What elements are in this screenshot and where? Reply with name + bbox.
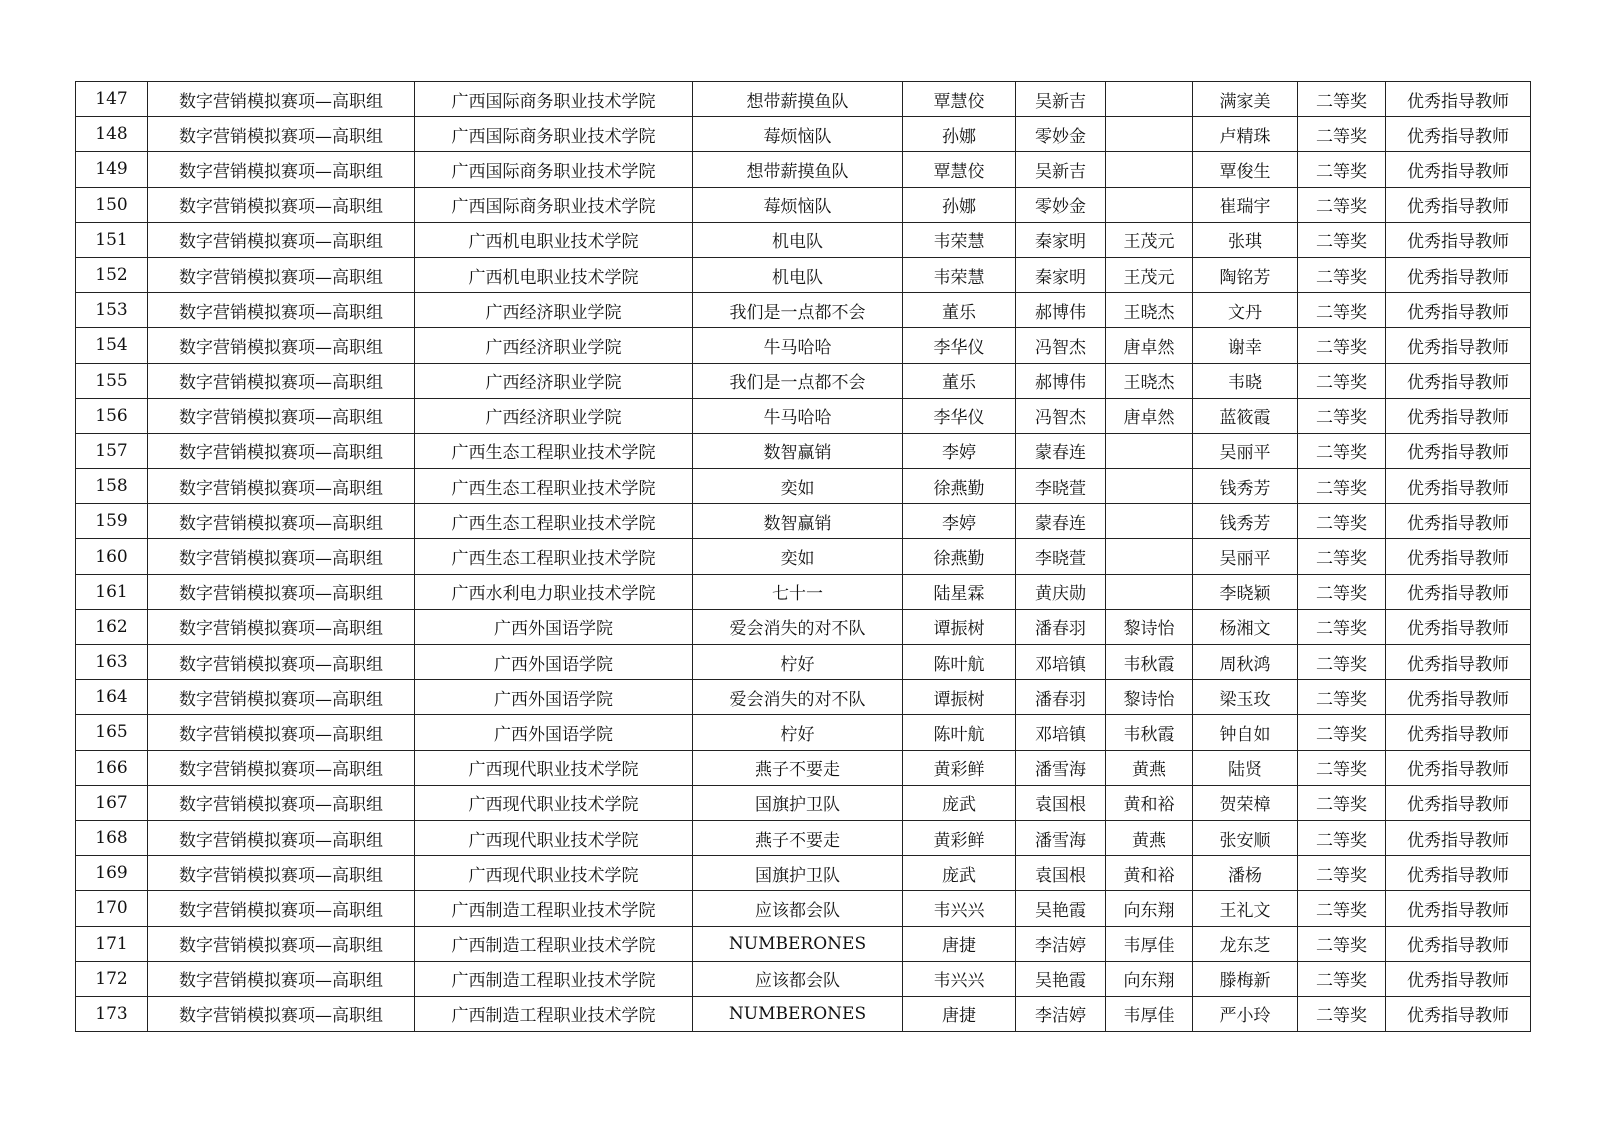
cell-event: 数字营销模拟赛项—高职组 <box>148 222 415 257</box>
cell-school: 广西现代职业技术学院 <box>415 820 693 855</box>
cell-member-3: 韦厚佳 <box>1106 926 1193 961</box>
cell-award: 二等奖 <box>1298 891 1386 926</box>
cell-award: 二等奖 <box>1298 996 1386 1031</box>
cell-school: 广西经济职业学院 <box>415 363 693 398</box>
cell-team: 爱会消失的对不队 <box>693 680 903 715</box>
cell-event: 数字营销模拟赛项—高职组 <box>148 117 415 152</box>
cell-team: 牛马哈哈 <box>693 328 903 363</box>
cell-instructor: 卢精珠 <box>1193 117 1298 152</box>
cell-member-2: 潘春羽 <box>1016 680 1106 715</box>
cell-school: 广西经济职业学院 <box>415 293 693 328</box>
cell-event: 数字营销模拟赛项—高职组 <box>148 856 415 891</box>
table-row <box>76 645 1531 680</box>
cell-instructor: 钱秀芳 <box>1193 469 1298 504</box>
cell-instructor: 崔瑞宇 <box>1193 187 1298 222</box>
cell-teacher-honor: 优秀指导教师 <box>1386 293 1531 328</box>
cell-member-2: 秦家明 <box>1016 222 1106 257</box>
cell-instructor: 潘杨 <box>1193 856 1298 891</box>
cell-school: 广西经济职业学院 <box>415 398 693 433</box>
table-body <box>76 82 1531 1032</box>
cell-number: 153 <box>76 293 148 328</box>
cell-member-3: 黎诗怡 <box>1106 609 1193 644</box>
cell-member-3: 黎诗怡 <box>1106 680 1193 715</box>
cell-instructor: 钟自如 <box>1193 715 1298 750</box>
cell-instructor: 陶铭芳 <box>1193 257 1298 292</box>
cell-member-1: 唐捷 <box>903 926 1016 961</box>
cell-event: 数字营销模拟赛项—高职组 <box>148 820 415 855</box>
cell-award: 二等奖 <box>1298 222 1386 257</box>
cell-member-1: 覃慧佼 <box>903 152 1016 187</box>
cell-award: 二等奖 <box>1298 961 1386 996</box>
cell-instructor: 谢幸 <box>1193 328 1298 363</box>
cell-member-3 <box>1106 469 1193 504</box>
cell-member-3: 向东翔 <box>1106 961 1193 996</box>
cell-team: 想带薪摸鱼队 <box>693 82 903 117</box>
cell-member-3: 黄和裕 <box>1106 856 1193 891</box>
cell-school: 广西机电职业技术学院 <box>415 222 693 257</box>
cell-award: 二等奖 <box>1298 750 1386 785</box>
cell-teacher-honor: 优秀指导教师 <box>1386 363 1531 398</box>
cell-member-1: 韦兴兴 <box>903 961 1016 996</box>
cell-teacher-honor: 优秀指导教师 <box>1386 257 1531 292</box>
cell-teacher-honor: 优秀指导教师 <box>1386 856 1531 891</box>
table-row <box>76 680 1531 715</box>
cell-number: 171 <box>76 926 148 961</box>
cell-number: 169 <box>76 856 148 891</box>
cell-event: 数字营销模拟赛项—高职组 <box>148 257 415 292</box>
cell-member-2: 郝博伟 <box>1016 293 1106 328</box>
cell-teacher-honor: 优秀指导教师 <box>1386 926 1531 961</box>
cell-member-2: 李洁婷 <box>1016 926 1106 961</box>
cell-number: 155 <box>76 363 148 398</box>
cell-teacher-honor: 优秀指导教师 <box>1386 961 1531 996</box>
cell-member-1: 李华仪 <box>903 398 1016 433</box>
cell-school: 广西外国语学院 <box>415 680 693 715</box>
cell-member-3: 王晓杰 <box>1106 363 1193 398</box>
cell-member-1: 陆星霖 <box>903 574 1016 609</box>
cell-teacher-honor: 优秀指导教师 <box>1386 574 1531 609</box>
cell-award: 二等奖 <box>1298 433 1386 468</box>
table-row <box>76 574 1531 609</box>
cell-instructor: 贺荣樟 <box>1193 785 1298 820</box>
cell-member-2: 冯智杰 <box>1016 328 1106 363</box>
cell-member-3 <box>1106 152 1193 187</box>
cell-member-2: 袁国根 <box>1016 785 1106 820</box>
cell-member-3: 韦秋霞 <box>1106 715 1193 750</box>
cell-team: NUMBERONES <box>693 926 903 961</box>
table-row <box>76 363 1531 398</box>
cell-instructor: 梁玉玫 <box>1193 680 1298 715</box>
cell-member-3 <box>1106 117 1193 152</box>
cell-event: 数字营销模拟赛项—高职组 <box>148 680 415 715</box>
cell-event: 数字营销模拟赛项—高职组 <box>148 750 415 785</box>
cell-team: 应该都会队 <box>693 891 903 926</box>
cell-member-3 <box>1106 504 1193 539</box>
cell-member-1: 韦荣慧 <box>903 222 1016 257</box>
cell-member-2: 零妙金 <box>1016 117 1106 152</box>
cell-member-1: 陈叶航 <box>903 645 1016 680</box>
cell-member-3: 王茂元 <box>1106 257 1193 292</box>
table-row <box>76 328 1531 363</box>
table-row <box>76 820 1531 855</box>
cell-event: 数字营销模拟赛项—高职组 <box>148 926 415 961</box>
table-row <box>76 926 1531 961</box>
cell-member-3: 黄和裕 <box>1106 785 1193 820</box>
cell-instructor: 龙东芝 <box>1193 926 1298 961</box>
table-row <box>76 293 1531 328</box>
cell-school: 广西制造工程职业技术学院 <box>415 926 693 961</box>
cell-instructor: 韦晓 <box>1193 363 1298 398</box>
cell-event: 数字营销模拟赛项—高职组 <box>148 398 415 433</box>
cell-instructor: 王礼文 <box>1193 891 1298 926</box>
cell-event: 数字营销模拟赛项—高职组 <box>148 891 415 926</box>
table-row <box>76 433 1531 468</box>
cell-event: 数字营销模拟赛项—高职组 <box>148 469 415 504</box>
cell-teacher-honor: 优秀指导教师 <box>1386 398 1531 433</box>
cell-award: 二等奖 <box>1298 504 1386 539</box>
cell-school: 广西制造工程职业技术学院 <box>415 961 693 996</box>
cell-member-1: 韦荣慧 <box>903 257 1016 292</box>
cell-event: 数字营销模拟赛项—高职组 <box>148 539 415 574</box>
cell-number: 163 <box>76 645 148 680</box>
cell-number: 154 <box>76 328 148 363</box>
cell-instructor: 吴丽平 <box>1193 539 1298 574</box>
cell-member-2: 蒙春连 <box>1016 504 1106 539</box>
cell-event: 数字营销模拟赛项—高职组 <box>148 363 415 398</box>
cell-instructor: 满家美 <box>1193 82 1298 117</box>
cell-school: 广西国际商务职业技术学院 <box>415 82 693 117</box>
cell-number: 147 <box>76 82 148 117</box>
cell-school: 广西国际商务职业技术学院 <box>415 187 693 222</box>
cell-team: NUMBERONES <box>693 996 903 1031</box>
cell-teacher-honor: 优秀指导教师 <box>1386 82 1531 117</box>
table-row <box>76 82 1531 117</box>
table-row <box>76 715 1531 750</box>
table-row <box>76 398 1531 433</box>
cell-teacher-honor: 优秀指导教师 <box>1386 996 1531 1031</box>
cell-award: 二等奖 <box>1298 152 1386 187</box>
table-row <box>76 117 1531 152</box>
cell-instructor: 李晓颖 <box>1193 574 1298 609</box>
cell-member-1: 李华仪 <box>903 328 1016 363</box>
cell-event: 数字营销模拟赛项—高职组 <box>148 82 415 117</box>
cell-school: 广西机电职业技术学院 <box>415 257 693 292</box>
cell-member-3 <box>1106 433 1193 468</box>
table-row <box>76 785 1531 820</box>
cell-member-1: 韦兴兴 <box>903 891 1016 926</box>
cell-award: 二等奖 <box>1298 926 1386 961</box>
cell-member-1: 庞武 <box>903 856 1016 891</box>
cell-member-2: 潘雪海 <box>1016 750 1106 785</box>
cell-member-3: 唐卓然 <box>1106 398 1193 433</box>
cell-school: 广西现代职业技术学院 <box>415 750 693 785</box>
cell-school: 广西外国语学院 <box>415 645 693 680</box>
table-row <box>76 609 1531 644</box>
cell-member-3: 韦厚佳 <box>1106 996 1193 1031</box>
cell-teacher-honor: 优秀指导教师 <box>1386 187 1531 222</box>
table-row <box>76 222 1531 257</box>
cell-award: 二等奖 <box>1298 645 1386 680</box>
cell-number: 150 <box>76 187 148 222</box>
cell-award: 二等奖 <box>1298 715 1386 750</box>
cell-number: 157 <box>76 433 148 468</box>
cell-member-2: 吴艳霞 <box>1016 961 1106 996</box>
cell-event: 数字营销模拟赛项—高职组 <box>148 504 415 539</box>
cell-school: 广西经济职业学院 <box>415 328 693 363</box>
cell-teacher-honor: 优秀指导教师 <box>1386 609 1531 644</box>
cell-member-2: 吴新吉 <box>1016 82 1106 117</box>
cell-member-1: 董乐 <box>903 363 1016 398</box>
cell-number: 162 <box>76 609 148 644</box>
cell-member-2: 潘雪海 <box>1016 820 1106 855</box>
cell-number: 161 <box>76 574 148 609</box>
cell-member-3: 王晓杰 <box>1106 293 1193 328</box>
cell-award: 二等奖 <box>1298 680 1386 715</box>
cell-member-3 <box>1106 539 1193 574</box>
cell-member-1: 孙娜 <box>903 187 1016 222</box>
cell-number: 168 <box>76 820 148 855</box>
cell-number: 170 <box>76 891 148 926</box>
cell-member-3: 向东翔 <box>1106 891 1193 926</box>
cell-award: 二等奖 <box>1298 82 1386 117</box>
cell-team: 莓烦恼队 <box>693 187 903 222</box>
cell-number: 164 <box>76 680 148 715</box>
cell-number: 172 <box>76 961 148 996</box>
cell-instructor: 张安顺 <box>1193 820 1298 855</box>
cell-instructor: 周秋鸿 <box>1193 645 1298 680</box>
cell-award: 二等奖 <box>1298 257 1386 292</box>
cell-school: 广西水利电力职业技术学院 <box>415 574 693 609</box>
cell-number: 156 <box>76 398 148 433</box>
cell-number: 167 <box>76 785 148 820</box>
cell-teacher-honor: 优秀指导教师 <box>1386 469 1531 504</box>
cell-member-1: 庞武 <box>903 785 1016 820</box>
cell-number: 152 <box>76 257 148 292</box>
table-row <box>76 469 1531 504</box>
cell-teacher-honor: 优秀指导教师 <box>1386 750 1531 785</box>
cell-school: 广西国际商务职业技术学院 <box>415 152 693 187</box>
table-row <box>76 961 1531 996</box>
cell-event: 数字营销模拟赛项—高职组 <box>148 187 415 222</box>
cell-number: 151 <box>76 222 148 257</box>
cell-teacher-honor: 优秀指导教师 <box>1386 433 1531 468</box>
cell-team: 机电队 <box>693 222 903 257</box>
table-row <box>76 257 1531 292</box>
cell-award: 二等奖 <box>1298 363 1386 398</box>
cell-school: 广西现代职业技术学院 <box>415 856 693 891</box>
cell-event: 数字营销模拟赛项—高职组 <box>148 996 415 1031</box>
cell-member-3 <box>1106 187 1193 222</box>
table-row <box>76 891 1531 926</box>
cell-award: 二等奖 <box>1298 398 1386 433</box>
cell-award: 二等奖 <box>1298 574 1386 609</box>
cell-member-1: 李婷 <box>903 504 1016 539</box>
cell-member-2: 冯智杰 <box>1016 398 1106 433</box>
cell-number: 160 <box>76 539 148 574</box>
cell-number: 166 <box>76 750 148 785</box>
cell-member-3: 黄燕 <box>1106 750 1193 785</box>
cell-teacher-honor: 优秀指导教师 <box>1386 504 1531 539</box>
cell-instructor: 蓝筱霞 <box>1193 398 1298 433</box>
cell-teacher-honor: 优秀指导教师 <box>1386 152 1531 187</box>
cell-school: 广西外国语学院 <box>415 715 693 750</box>
cell-instructor: 吴丽平 <box>1193 433 1298 468</box>
cell-team: 数智赢销 <box>693 433 903 468</box>
cell-instructor: 陆贤 <box>1193 750 1298 785</box>
cell-team: 燕子不要走 <box>693 750 903 785</box>
cell-event: 数字营销模拟赛项—高职组 <box>148 785 415 820</box>
cell-instructor: 严小玲 <box>1193 996 1298 1031</box>
cell-event: 数字营销模拟赛项—高职组 <box>148 433 415 468</box>
cell-event: 数字营销模拟赛项—高职组 <box>148 645 415 680</box>
cell-number: 173 <box>76 996 148 1031</box>
cell-award: 二等奖 <box>1298 187 1386 222</box>
cell-member-2: 吴新吉 <box>1016 152 1106 187</box>
table-row <box>76 187 1531 222</box>
cell-member-2: 李晓萱 <box>1016 469 1106 504</box>
cell-school: 广西国际商务职业技术学院 <box>415 117 693 152</box>
cell-school: 广西制造工程职业技术学院 <box>415 996 693 1031</box>
cell-instructor: 钱秀芳 <box>1193 504 1298 539</box>
cell-teacher-honor: 优秀指导教师 <box>1386 820 1531 855</box>
cell-instructor: 杨湘文 <box>1193 609 1298 644</box>
cell-member-2: 邓培镇 <box>1016 645 1106 680</box>
cell-member-1: 谭振树 <box>903 609 1016 644</box>
cell-team: 七十一 <box>693 574 903 609</box>
cell-member-3: 韦秋霞 <box>1106 645 1193 680</box>
cell-teacher-honor: 优秀指导教师 <box>1386 785 1531 820</box>
cell-award: 二等奖 <box>1298 785 1386 820</box>
cell-member-2: 吴艳霞 <box>1016 891 1106 926</box>
table-row <box>76 152 1531 187</box>
cell-school: 广西生态工程职业技术学院 <box>415 504 693 539</box>
cell-member-1: 谭振树 <box>903 680 1016 715</box>
cell-team: 国旗护卫队 <box>693 785 903 820</box>
cell-team: 莓烦恼队 <box>693 117 903 152</box>
cell-award: 二等奖 <box>1298 293 1386 328</box>
cell-member-1: 陈叶航 <box>903 715 1016 750</box>
cell-number: 159 <box>76 504 148 539</box>
cell-instructor: 覃俊生 <box>1193 152 1298 187</box>
cell-member-2: 潘春羽 <box>1016 609 1106 644</box>
cell-team: 我们是一点都不会 <box>693 363 903 398</box>
cell-teacher-honor: 优秀指导教师 <box>1386 539 1531 574</box>
cell-number: 165 <box>76 715 148 750</box>
cell-teacher-honor: 优秀指导教师 <box>1386 117 1531 152</box>
table-row <box>76 996 1531 1031</box>
cell-member-2: 零妙金 <box>1016 187 1106 222</box>
cell-team: 机电队 <box>693 257 903 292</box>
cell-teacher-honor: 优秀指导教师 <box>1386 222 1531 257</box>
cell-member-1: 唐捷 <box>903 996 1016 1031</box>
cell-member-1: 徐燕勤 <box>903 539 1016 574</box>
cell-school: 广西制造工程职业技术学院 <box>415 891 693 926</box>
cell-award: 二等奖 <box>1298 117 1386 152</box>
cell-teacher-honor: 优秀指导教师 <box>1386 891 1531 926</box>
cell-team: 柠好 <box>693 715 903 750</box>
cell-team: 奕如 <box>693 469 903 504</box>
cell-member-3 <box>1106 574 1193 609</box>
cell-member-1: 黄彩鲜 <box>903 820 1016 855</box>
cell-member-2: 袁国根 <box>1016 856 1106 891</box>
cell-member-2: 秦家明 <box>1016 257 1106 292</box>
cell-team: 我们是一点都不会 <box>693 293 903 328</box>
cell-instructor: 文丹 <box>1193 293 1298 328</box>
table-row <box>76 539 1531 574</box>
cell-member-3: 王茂元 <box>1106 222 1193 257</box>
cell-member-2: 蒙春连 <box>1016 433 1106 468</box>
cell-school: 广西生态工程职业技术学院 <box>415 539 693 574</box>
cell-school: 广西现代职业技术学院 <box>415 785 693 820</box>
cell-member-1: 董乐 <box>903 293 1016 328</box>
cell-member-1: 孙娜 <box>903 117 1016 152</box>
cell-team: 想带薪摸鱼队 <box>693 152 903 187</box>
cell-team: 牛马哈哈 <box>693 398 903 433</box>
cell-instructor: 滕梅新 <box>1193 961 1298 996</box>
cell-event: 数字营销模拟赛项—高职组 <box>148 609 415 644</box>
cell-school: 广西生态工程职业技术学院 <box>415 433 693 468</box>
cell-event: 数字营销模拟赛项—高职组 <box>148 961 415 996</box>
cell-member-2: 李晓萱 <box>1016 539 1106 574</box>
cell-award: 二等奖 <box>1298 609 1386 644</box>
cell-school: 广西外国语学院 <box>415 609 693 644</box>
cell-event: 数字营销模拟赛项—高职组 <box>148 293 415 328</box>
cell-event: 数字营销模拟赛项—高职组 <box>148 152 415 187</box>
cell-member-2: 黄庆勋 <box>1016 574 1106 609</box>
table-row <box>76 856 1531 891</box>
cell-member-2: 李洁婷 <box>1016 996 1106 1031</box>
cell-award: 二等奖 <box>1298 539 1386 574</box>
cell-member-3: 黄燕 <box>1106 820 1193 855</box>
cell-team: 国旗护卫队 <box>693 856 903 891</box>
cell-award: 二等奖 <box>1298 469 1386 504</box>
cell-team: 爱会消失的对不队 <box>693 609 903 644</box>
cell-teacher-honor: 优秀指导教师 <box>1386 715 1531 750</box>
cell-member-2: 郝博伟 <box>1016 363 1106 398</box>
cell-award: 二等奖 <box>1298 328 1386 363</box>
cell-team: 数智赢销 <box>693 504 903 539</box>
cell-member-1: 黄彩鲜 <box>903 750 1016 785</box>
cell-teacher-honor: 优秀指导教师 <box>1386 645 1531 680</box>
cell-event: 数字营销模拟赛项—高职组 <box>148 574 415 609</box>
cell-number: 148 <box>76 117 148 152</box>
cell-member-3 <box>1106 82 1193 117</box>
cell-team: 应该都会队 <box>693 961 903 996</box>
table-row <box>76 750 1531 785</box>
cell-school: 广西生态工程职业技术学院 <box>415 469 693 504</box>
cell-teacher-honor: 优秀指导教师 <box>1386 680 1531 715</box>
cell-instructor: 张琪 <box>1193 222 1298 257</box>
cell-number: 149 <box>76 152 148 187</box>
cell-member-3: 唐卓然 <box>1106 328 1193 363</box>
cell-member-1: 李婷 <box>903 433 1016 468</box>
cell-team: 柠好 <box>693 645 903 680</box>
cell-number: 158 <box>76 469 148 504</box>
cell-member-2: 邓培镇 <box>1016 715 1106 750</box>
cell-team: 燕子不要走 <box>693 820 903 855</box>
cell-event: 数字营销模拟赛项—高职组 <box>148 715 415 750</box>
cell-team: 奕如 <box>693 539 903 574</box>
cell-teacher-honor: 优秀指导教师 <box>1386 328 1531 363</box>
table-row <box>76 504 1531 539</box>
cell-member-1: 徐燕勤 <box>903 469 1016 504</box>
cell-event: 数字营销模拟赛项—高职组 <box>148 328 415 363</box>
cell-award: 二等奖 <box>1298 820 1386 855</box>
awards-table <box>75 81 1531 1032</box>
cell-member-1: 覃慧佼 <box>903 82 1016 117</box>
cell-award: 二等奖 <box>1298 856 1386 891</box>
